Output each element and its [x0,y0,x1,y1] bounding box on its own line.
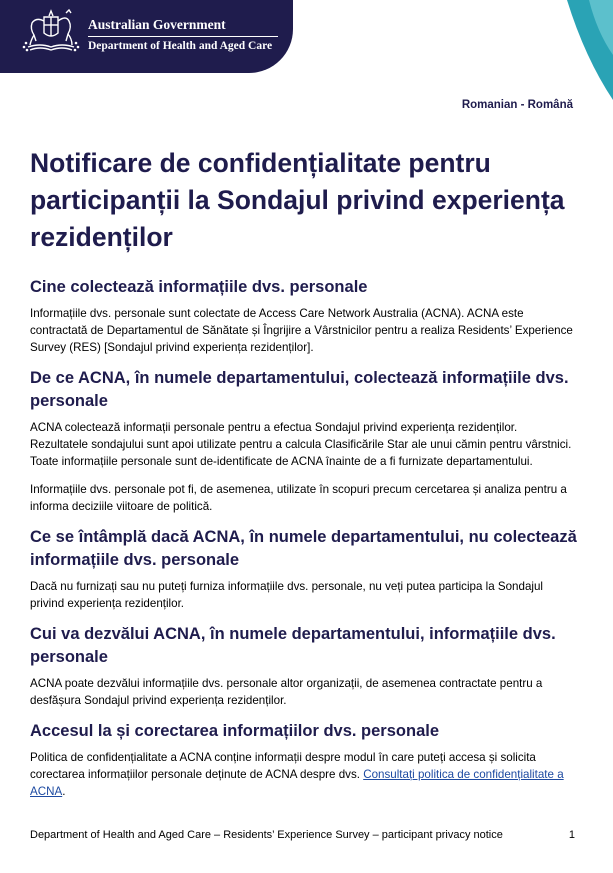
header-divider [88,36,278,37]
government-header-banner [0,0,293,73]
section-paragraph: ACNA colectează informații personale pentru a efectua Sondajul privind experiența rezidenților. Rezultatele sondajului sunt apoi utilizate pentru a calcula Clasificările Star ale unui cămin pentru vârstnici. Toate informațiile personale sunt de-identificate de ACNA înainte de a fi furnizate departamentului. [30,421,572,468]
document-title: Notificare de confidențialitate pentru participanții la Sondajul privind experiența rezidenților [30,148,565,252]
section-heading: Ce se întâmplă dacă ACNA, în numele departamentului, nu colectează informațiile dvs. personale [30,528,577,569]
section-heading: Cui va dezvălui ACNA, în numele departamentului, informațiile dvs. personale [30,625,556,666]
section-heading: Accesul la și corectarea informațiilor dvs. personale [30,722,440,740]
section-heading: De ce ACNA, în numele departamentului, colectează informațiile dvs. personale [30,369,569,410]
section-if-not-collected [30,526,578,612]
privacy-policy-link[interactable]: Consultați politica de confidențialitate a ACNA [30,768,564,798]
section-paragraph: Dacă nu furnizați sau nu puteți furniza informațiile dvs. personale, nu veți putea participa la Sondajul privind experiența rezidenților. [30,580,544,610]
government-name: Australian Government [88,17,226,32]
section-paragraph: Informațiile dvs. personale sunt colectate de Access Care Network Australia (ACNA). ACNA este contractată de Departamentul de Sănătate și Îngrijire a Vârstnicilor pentru a realiza Residents’ Experience Survey (RES) [Sondajul privind experiența rezidenților]. [30,307,573,354]
footer-text: Department of Health and Aged Care – Residents’ Experience Survey – participant privacy notice [30,829,503,841]
section-paragraph: ACNA poate dezvălui informațiile dvs. personale altor organizații, de asemenea contractate pentru a desfășura Sondajul privind experiența rezidenților. [30,677,543,707]
section-paragraph [30,749,578,800]
coat-of-arms-icon [22,7,80,53]
section-why-collects [30,367,578,515]
section-access-correction [30,720,578,800]
department-name: Department of Health and Aged Care [88,40,273,52]
link-suffix: . [62,785,66,798]
paragraph-text: Politica de confidențialitate a ACNA conține informații despre modul în care puteți accesa și solicita corectarea informațiilor personale deținute de ACNA despre dvs. [30,751,536,781]
document-body [30,145,578,811]
decorative-corner-swoosh [537,0,613,100]
page-number: 1 [568,829,575,841]
section-paragraph: Informațiile dvs. personale pot fi, de asemenea, utilizate în scopuri precum cercetarea și analiza pentru a informa deciziile viitoare de politică. [30,483,567,513]
section-heading: Cine colectează informațiile dvs. personale [30,278,368,296]
section-who-collects [30,276,578,356]
language-label: Romanian - Română [461,99,573,111]
section-disclosure [30,623,578,709]
page-footer [30,829,575,841]
